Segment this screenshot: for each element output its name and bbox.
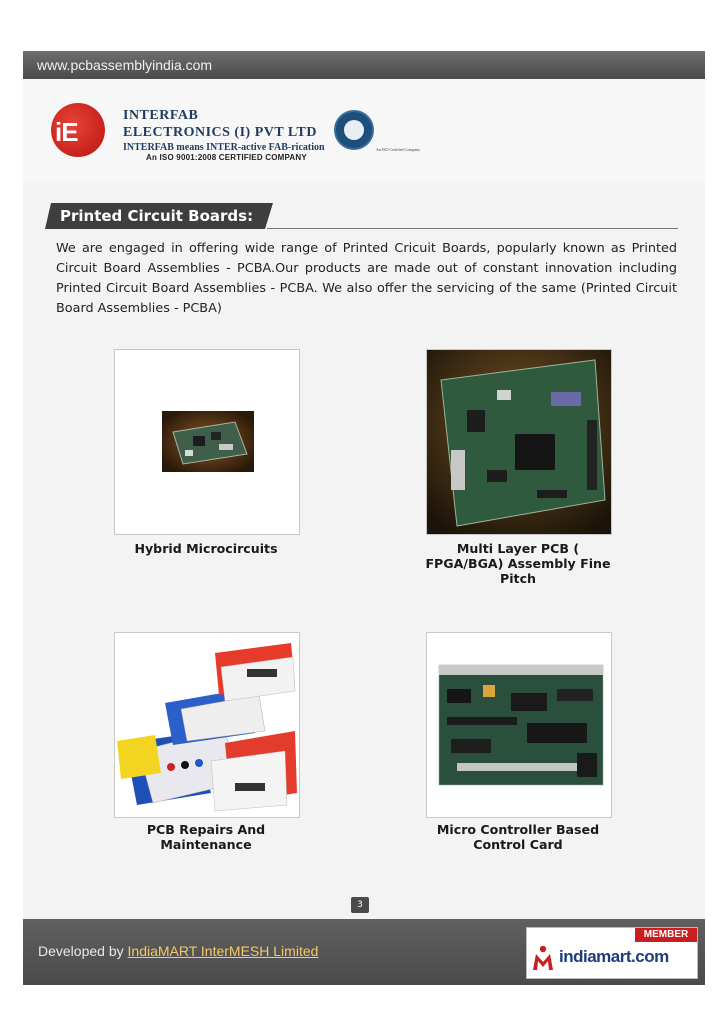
repair-units-image — [115, 633, 299, 817]
product-image-microcontroller-card[interactable] — [426, 632, 612, 818]
footer-credit — [38, 943, 318, 959]
certification-seal-icon — [334, 110, 374, 150]
certification-seal-inner — [344, 120, 364, 140]
product-caption-4: Micro Controller Based Control Card — [436, 822, 600, 852]
site-url[interactable]: www.pcbassemblyindia.com — [37, 57, 213, 73]
section-divider — [267, 228, 678, 229]
site-url-bar — [23, 51, 705, 79]
footer-developer-link[interactable]: IndiaMART InterMESH Limited — [127, 943, 319, 959]
certification-note: An ISO Certified Company — [376, 147, 421, 152]
product-caption-3: PCB Repairs And Maintenance — [146, 822, 266, 852]
control-card-image — [427, 633, 611, 817]
product-image-multilayer-pcb[interactable] — [426, 349, 612, 535]
pcb-board-small-image — [115, 350, 299, 534]
company-name-line1: INTERFAB — [123, 108, 199, 123]
section-intro: We are engaged in offering wide range of Printed Cricuit Boards, popularly known as Printed Circuit Board Assemblies - PCBA.Our products are made out of constant innovation including Printed Circuit Board Assemblies - PCBA. We also offer the servicing of the same (Printed Circuit Board Assemblies - PCBA) — [56, 241, 677, 316]
product-caption-1: Hybrid Microcircuits — [134, 541, 278, 556]
company-logo-letters: iE — [55, 117, 78, 147]
section-title: Printed Circuit Boards: — [60, 207, 254, 225]
document-page — [23, 51, 705, 985]
product-image-hybrid-microcircuits[interactable] — [114, 349, 300, 535]
product-caption-2: Multi Layer PCB ( FPGA/BGA) Assembly Fine Pitch — [425, 541, 611, 586]
footer-prefix: Developed by — [38, 943, 128, 959]
indiamart-brand: indiamart.com — [559, 947, 669, 966]
indiamart-logo-icon — [531, 944, 555, 972]
iso-certification: An ISO 9001:2008 CERTIFIED COMPANY — [146, 153, 307, 162]
company-tagline: INTERFAB means INTER-active FAB-rication — [123, 142, 325, 153]
company-name-line2: ELECTRONICS (I) PVT LTD — [123, 125, 317, 140]
company-name-block — [123, 108, 325, 154]
pcb-board-large-image — [427, 350, 611, 534]
footer-bar — [23, 919, 705, 985]
page-number: 3 — [351, 897, 369, 913]
member-label: MEMBER — [635, 928, 697, 942]
product-image-pcb-repairs[interactable] — [114, 632, 300, 818]
indiamart-member-badge[interactable] — [526, 927, 698, 979]
